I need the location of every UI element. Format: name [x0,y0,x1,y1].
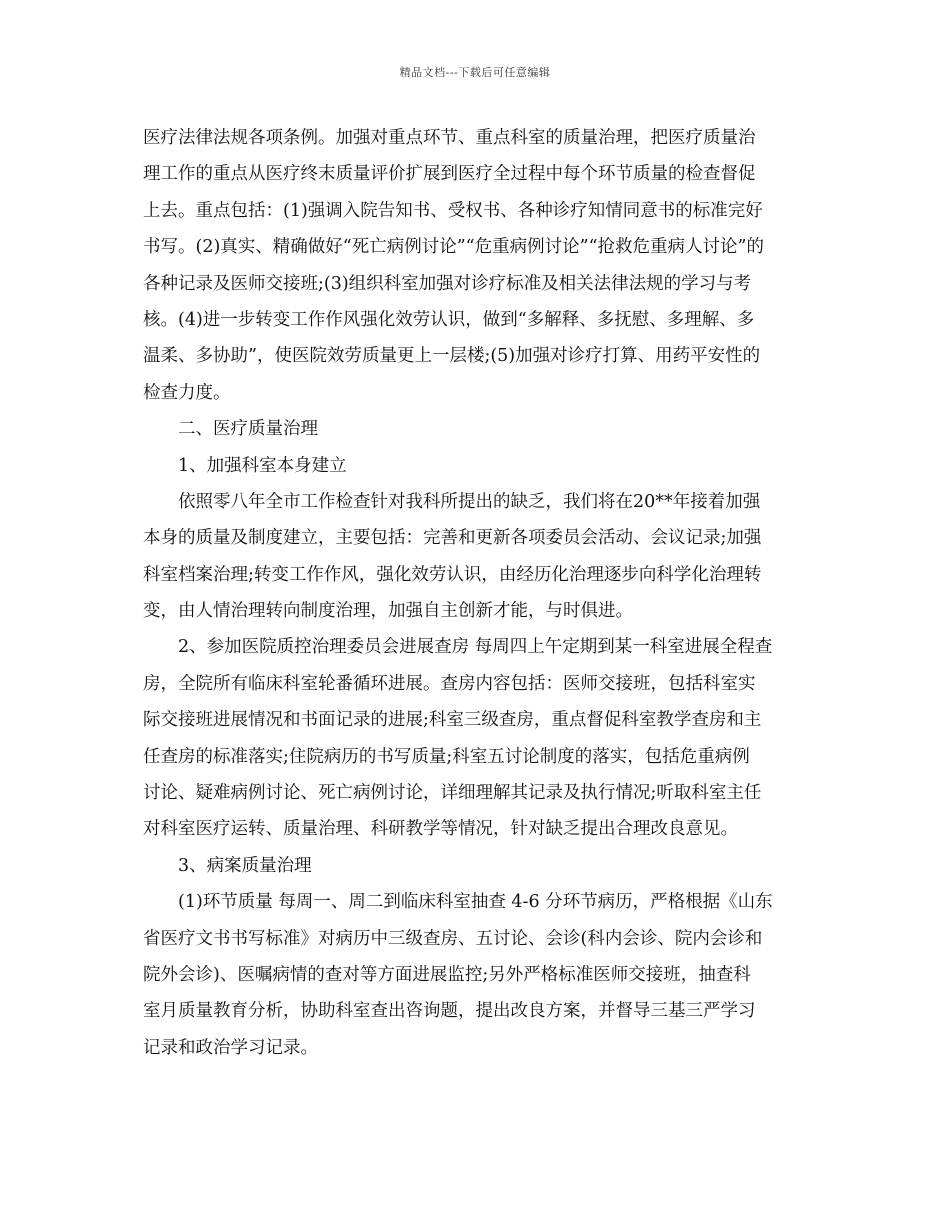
text-line: 任查房的标准落实;住院病历的书写质量;科室五讨论制度的落实，包括危重病例 [143,746,750,767]
text-line: 医疗法律法规各项条例。加强对重点环节、重点科室的质量治理，把医疗质量治 [143,128,756,148]
text-line: 科室档案治理;转变工作作风，强化效劳认识，由经历化治理逐步向科学化治理转 [143,564,762,585]
text-line: 变，由人情治理转向制度治理，加强自主创新才能，与时俱进。 [143,601,633,622]
text-line: 本身的质量及制度建立，主要包括：完善和更新各项委员会活动、会议记录;加强 [143,528,762,549]
subsection-heading: 3、病案质量治理 [178,855,312,876]
page-header: 精品文档---下载后可任意编辑 [399,66,551,79]
text-line: 际交接班进展情况和书面记录的进展;科室三级查房，重点督促科室教学查房和主 [143,710,762,731]
text-line: 检查力度。 [143,382,231,403]
section-heading: 二、医疗质量治理 [178,419,318,440]
text-line: 院外会诊)、医嘱病情的查对等方面进展监控;另外严格标准医师交接班，抽查科 [143,964,751,985]
subsection-heading: 1、加强科室本身建立 [178,455,347,476]
text-line: 房，全院所有临床科室轮番循环进展。查房内容包括：医师交接班，包括科室实 [143,673,756,694]
text-line: 记录和政治学习记录。 [143,1037,318,1058]
text-line: 依照零八年全市工作检查针对我科所提出的缺乏，我们将在20**年接着加强 [178,491,761,512]
text-line: (1)环节质量 每周一、周二到临床科室抽查 4-6 分环节病历，严格根据《山东 [178,892,773,913]
document-body [143,120,807,1066]
text-line: 理工作的重点从医疗终末质量评价扩展到医疗全过程中每个环节质量的检查督促 [143,164,756,185]
text-line: 各种记录及医师交接班;(3)组织科室加强对诊疗标准及相关法律法规的学习与考 [143,273,752,294]
text-line: 室月质量教育分析，协助科室查出咨询题，提出改良方案，并督导三基三严学习 [143,1001,756,1022]
text-line: 温柔、多协助”，使医院效劳质量更上一层楼;(5)加强对诊疗打算、用药平安性的 [143,346,761,367]
text-line: 上去。重点包括：(1)强调入院告知书、受权书、各种诊疗知情同意书的标准完好 [143,200,763,221]
text-line: 对科室医疗运转、质量治理、科研教学等情况，针对缺乏提出合理改良意见。 [143,819,738,840]
text-line: 2、参加医院质控治理委员会进展查房 每周四上午定期到某一科室进展全程查 [178,637,773,658]
text-line: 书写。(2)真实、精确做好“死亡病例讨论”“危重病例讨论”“抢救危重病人讨论”的 [143,237,764,258]
text-line: 核。(4)进一步转变工作作风强化效劳认识，做到“多解释、多抚慰、多理解、多 [143,309,755,330]
text-line: 省医疗文书书写标准》对病历中三级查房、五讨论、会诊(科内会诊、院内会诊和 [143,928,763,949]
text-line: 讨论、疑难病例讨论、死亡病例讨论，详细理解其记录及执行情况;听取科室主任 [143,783,762,804]
